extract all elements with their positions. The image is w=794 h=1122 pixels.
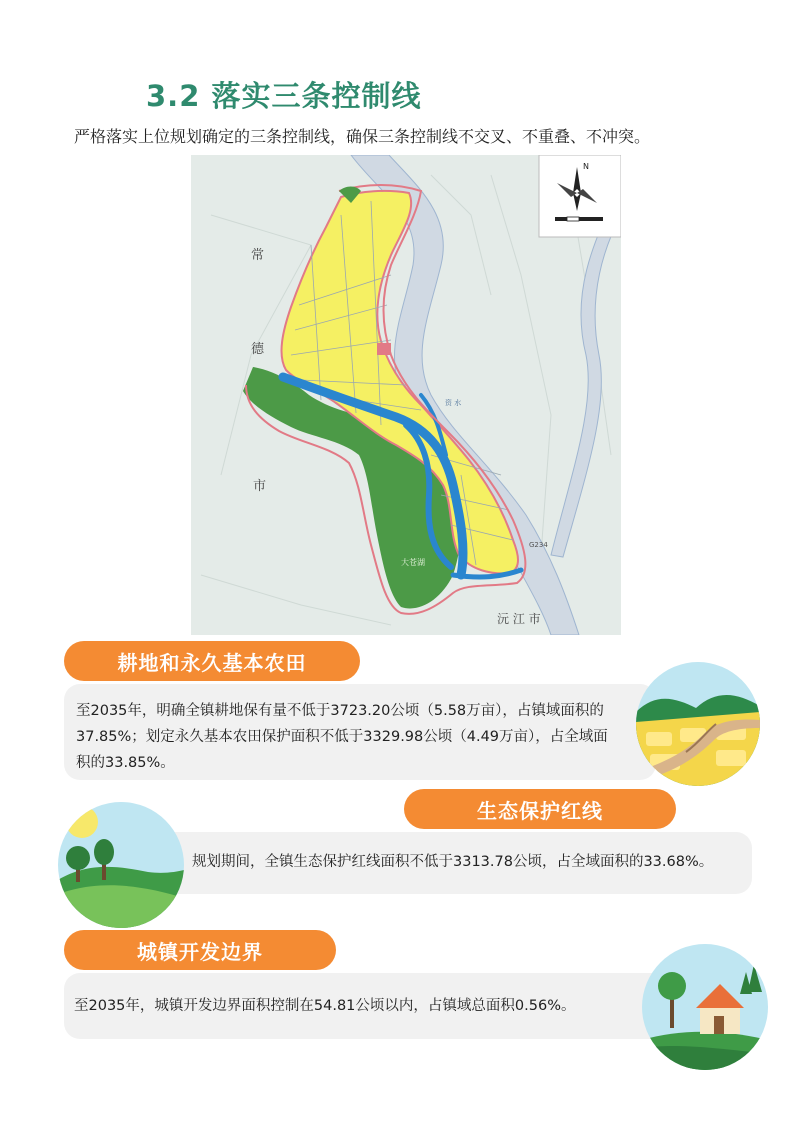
map-label-lake: 大苍湖 <box>401 558 425 567</box>
compass-north-label: N <box>583 162 589 171</box>
map-svg <box>191 155 621 635</box>
control-lines-map <box>191 155 621 635</box>
map-label-chang: 常 <box>251 248 265 263</box>
ecology-card <box>150 832 752 894</box>
farmland-illustration <box>636 662 760 786</box>
urban-card <box>64 973 684 1039</box>
town-center-marker <box>377 343 391 355</box>
section-intro: 严格落实上位规划确定的三条控制线，确保三条控制线不交叉、不重叠、不冲突。 <box>74 127 651 146</box>
ecology-heading-label: 生态保护红线 <box>477 798 603 823</box>
scale-bar <box>555 217 603 221</box>
map-label-shi: 市 <box>253 479 267 494</box>
map-label-de: 德 <box>251 342 265 357</box>
urban-heading <box>64 930 336 970</box>
urban-heading-label: 城镇开发边界 <box>137 939 263 964</box>
farmland-text: 至2035年，明确全镇耕地保有量不低于3723.20公顷（5.58万亩），占镇域面积的37.85%；划定永久基本农田保护面积不低于3329.98公顷（4.49万亩），占全域面积的33.85%。 <box>76 703 608 771</box>
map-label-road: G234 <box>529 541 548 549</box>
farmland-heading <box>64 641 360 681</box>
ecology-illustration <box>58 802 184 928</box>
section-title: 3.2 落实三条控制线 <box>146 79 422 113</box>
ecology-heading <box>404 789 676 829</box>
ecology-text: 规划期间，全镇生态保护红线面积不低于3313.78公顷，占全域面积的33.68%。 <box>192 854 714 870</box>
farmland-heading-label: 耕地和永久基本农田 <box>117 650 307 675</box>
map-label-yuanjiang: 沅 江 市 <box>497 612 541 626</box>
urban-illustration <box>642 944 768 1070</box>
farmland-card <box>64 684 656 780</box>
urban-text: 至2035年，城镇开发边界面积控制在54.81公顷以内，占镇域总面积0.56%。 <box>74 998 576 1014</box>
map-label-river: 资 水 <box>445 399 462 407</box>
